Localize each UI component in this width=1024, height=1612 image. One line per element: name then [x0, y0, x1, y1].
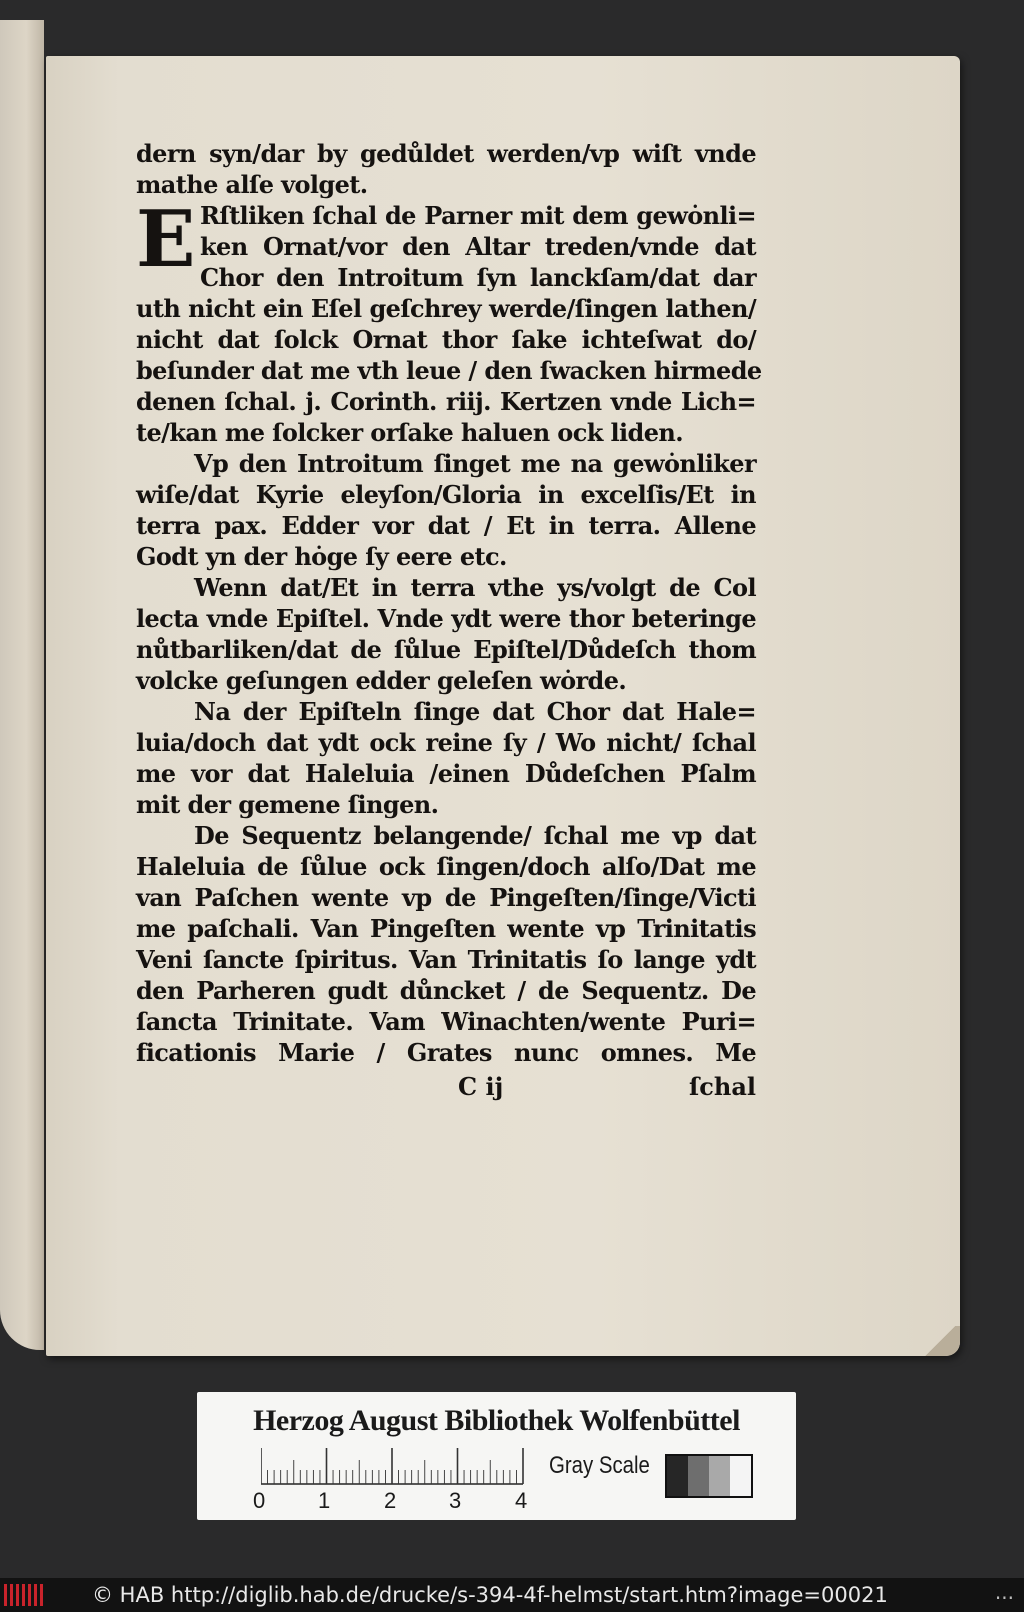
text-line: ficationis Marie / Grates nunc omnes. Me: [136, 1038, 756, 1067]
library-name: Herzog August Bibliothek Wolfenbüttel: [253, 1404, 740, 1437]
text-line: Veni ſancte ſpiritus. Van Trinitatis ſo lange ydt: [136, 945, 756, 974]
gray-swatch: [709, 1456, 730, 1496]
text-line: me vor dat Haleluia /einen Důdeſchen Pſalm: [136, 759, 756, 788]
ruler-number: 2: [384, 1488, 397, 1513]
text-line: luia/doch dat ydt ock reine ſy / Wo nicht/ ſchal: [136, 728, 756, 757]
page-text: [136, 138, 762, 1104]
ruler-number: 1: [318, 1488, 331, 1513]
text-line: wiſe/dat Kyrie eleyſon/Gloria in excelſis/Et in: [136, 480, 756, 509]
text-line: denen ſchal. j. Corinth. riij. Kertzen vnde Lich=: [136, 387, 756, 416]
hab-logo-icon: [4, 1584, 46, 1606]
text-line: nicht dat ſolck Ornat thor ſake ichteſwat do/: [136, 325, 756, 354]
signature-mark: C ij: [458, 1072, 504, 1101]
text-line: De Sequentz belangende/ ſchal me vp dat: [194, 821, 756, 850]
text-line: beſunder dat me vth leue / den ſwacken hirmede: [136, 356, 762, 385]
facing-page-edge: [0, 20, 44, 1350]
text-line: terra pax. Edder vor dat / Et in terra. Allene: [136, 511, 756, 540]
gray-swatch: [730, 1456, 751, 1496]
text-line: volcke geſungen edder geleſen wȯrde.: [136, 666, 627, 695]
text-line: Rſtliken ſchal de Parner mit dem gewȯnli=: [200, 201, 756, 230]
text-line: ſancta Trinitate. Vam Winachten/wente Puri=: [136, 1007, 756, 1036]
color-calibration-card: [197, 1392, 796, 1520]
text-line: Godt yn der hȯge ſy eere etc.: [136, 542, 507, 571]
ruler-number: 3: [449, 1488, 462, 1513]
text-line: mit der gemene ſingen.: [136, 790, 439, 819]
gray-swatch: [667, 1456, 688, 1496]
text-line: me paſchali. Van Pingeſten wente vp Trinitatis: [136, 914, 756, 943]
text-line: dern syn/dar by gedůldet werden/vp wiſt vnde: [136, 139, 756, 168]
text-line: Vp den Introitum ſinget me na gewȯnliker: [194, 449, 756, 478]
ruler-numbers: [253, 1488, 553, 1514]
signature-line: [136, 1070, 756, 1104]
text-line: nůtbarliken/dat de ſůlue Epiſtel/Důdeſch thom: [136, 635, 756, 664]
text-line: mathe alſe volget.: [136, 170, 368, 199]
text-line: Wenn dat/Et in terra vthe ys/volgt de Col: [194, 573, 756, 602]
text-line: Na der Epiſteln ſinge dat Chor dat Hale=: [194, 697, 756, 726]
catchword: ſchal: [688, 1072, 756, 1101]
drop-initial: E: [136, 194, 196, 285]
book-page: [46, 56, 960, 1356]
gray-swatch: [688, 1456, 709, 1496]
text-line: ken Ornat/vor den Altar treden/vnde dat: [200, 232, 756, 261]
text-line: van Paſchen wente vp de Pingeſten/ſinge/Victi: [136, 883, 756, 912]
gray-scale-swatches: [665, 1454, 753, 1498]
text-line: lecta vnde Epiſtel. Vnde ydt were thor beteringe: [136, 604, 756, 633]
more-icon[interactable]: ...: [994, 1580, 1014, 1604]
text-line: den Parheren gudt důncket / de Sequentz. De: [136, 976, 756, 1005]
measurement-ruler: [261, 1448, 531, 1486]
text-line: uth nicht ein Eſel geſchrey werde/ſingen lathen/: [136, 294, 756, 323]
ruler-number: 0: [253, 1488, 266, 1513]
text-line: te/kan me ſolcker orſake haluen ock liden.: [136, 418, 684, 447]
footer-bar: [0, 1578, 1024, 1612]
text-line: Chor den Introitum ſyn lanckſam/dat dar: [200, 263, 756, 292]
ruler-number: 4: [515, 1488, 528, 1513]
text-line: Haleluia de ſůlue ock ſingen/doch alſo/Dat me: [136, 852, 756, 881]
source-url[interactable]: © HAB http://diglib.hab.de/drucke/s-394-4f-helmst/start.htm?image=00021: [92, 1583, 888, 1607]
gray-scale-label: Gray Scale: [549, 1452, 650, 1479]
